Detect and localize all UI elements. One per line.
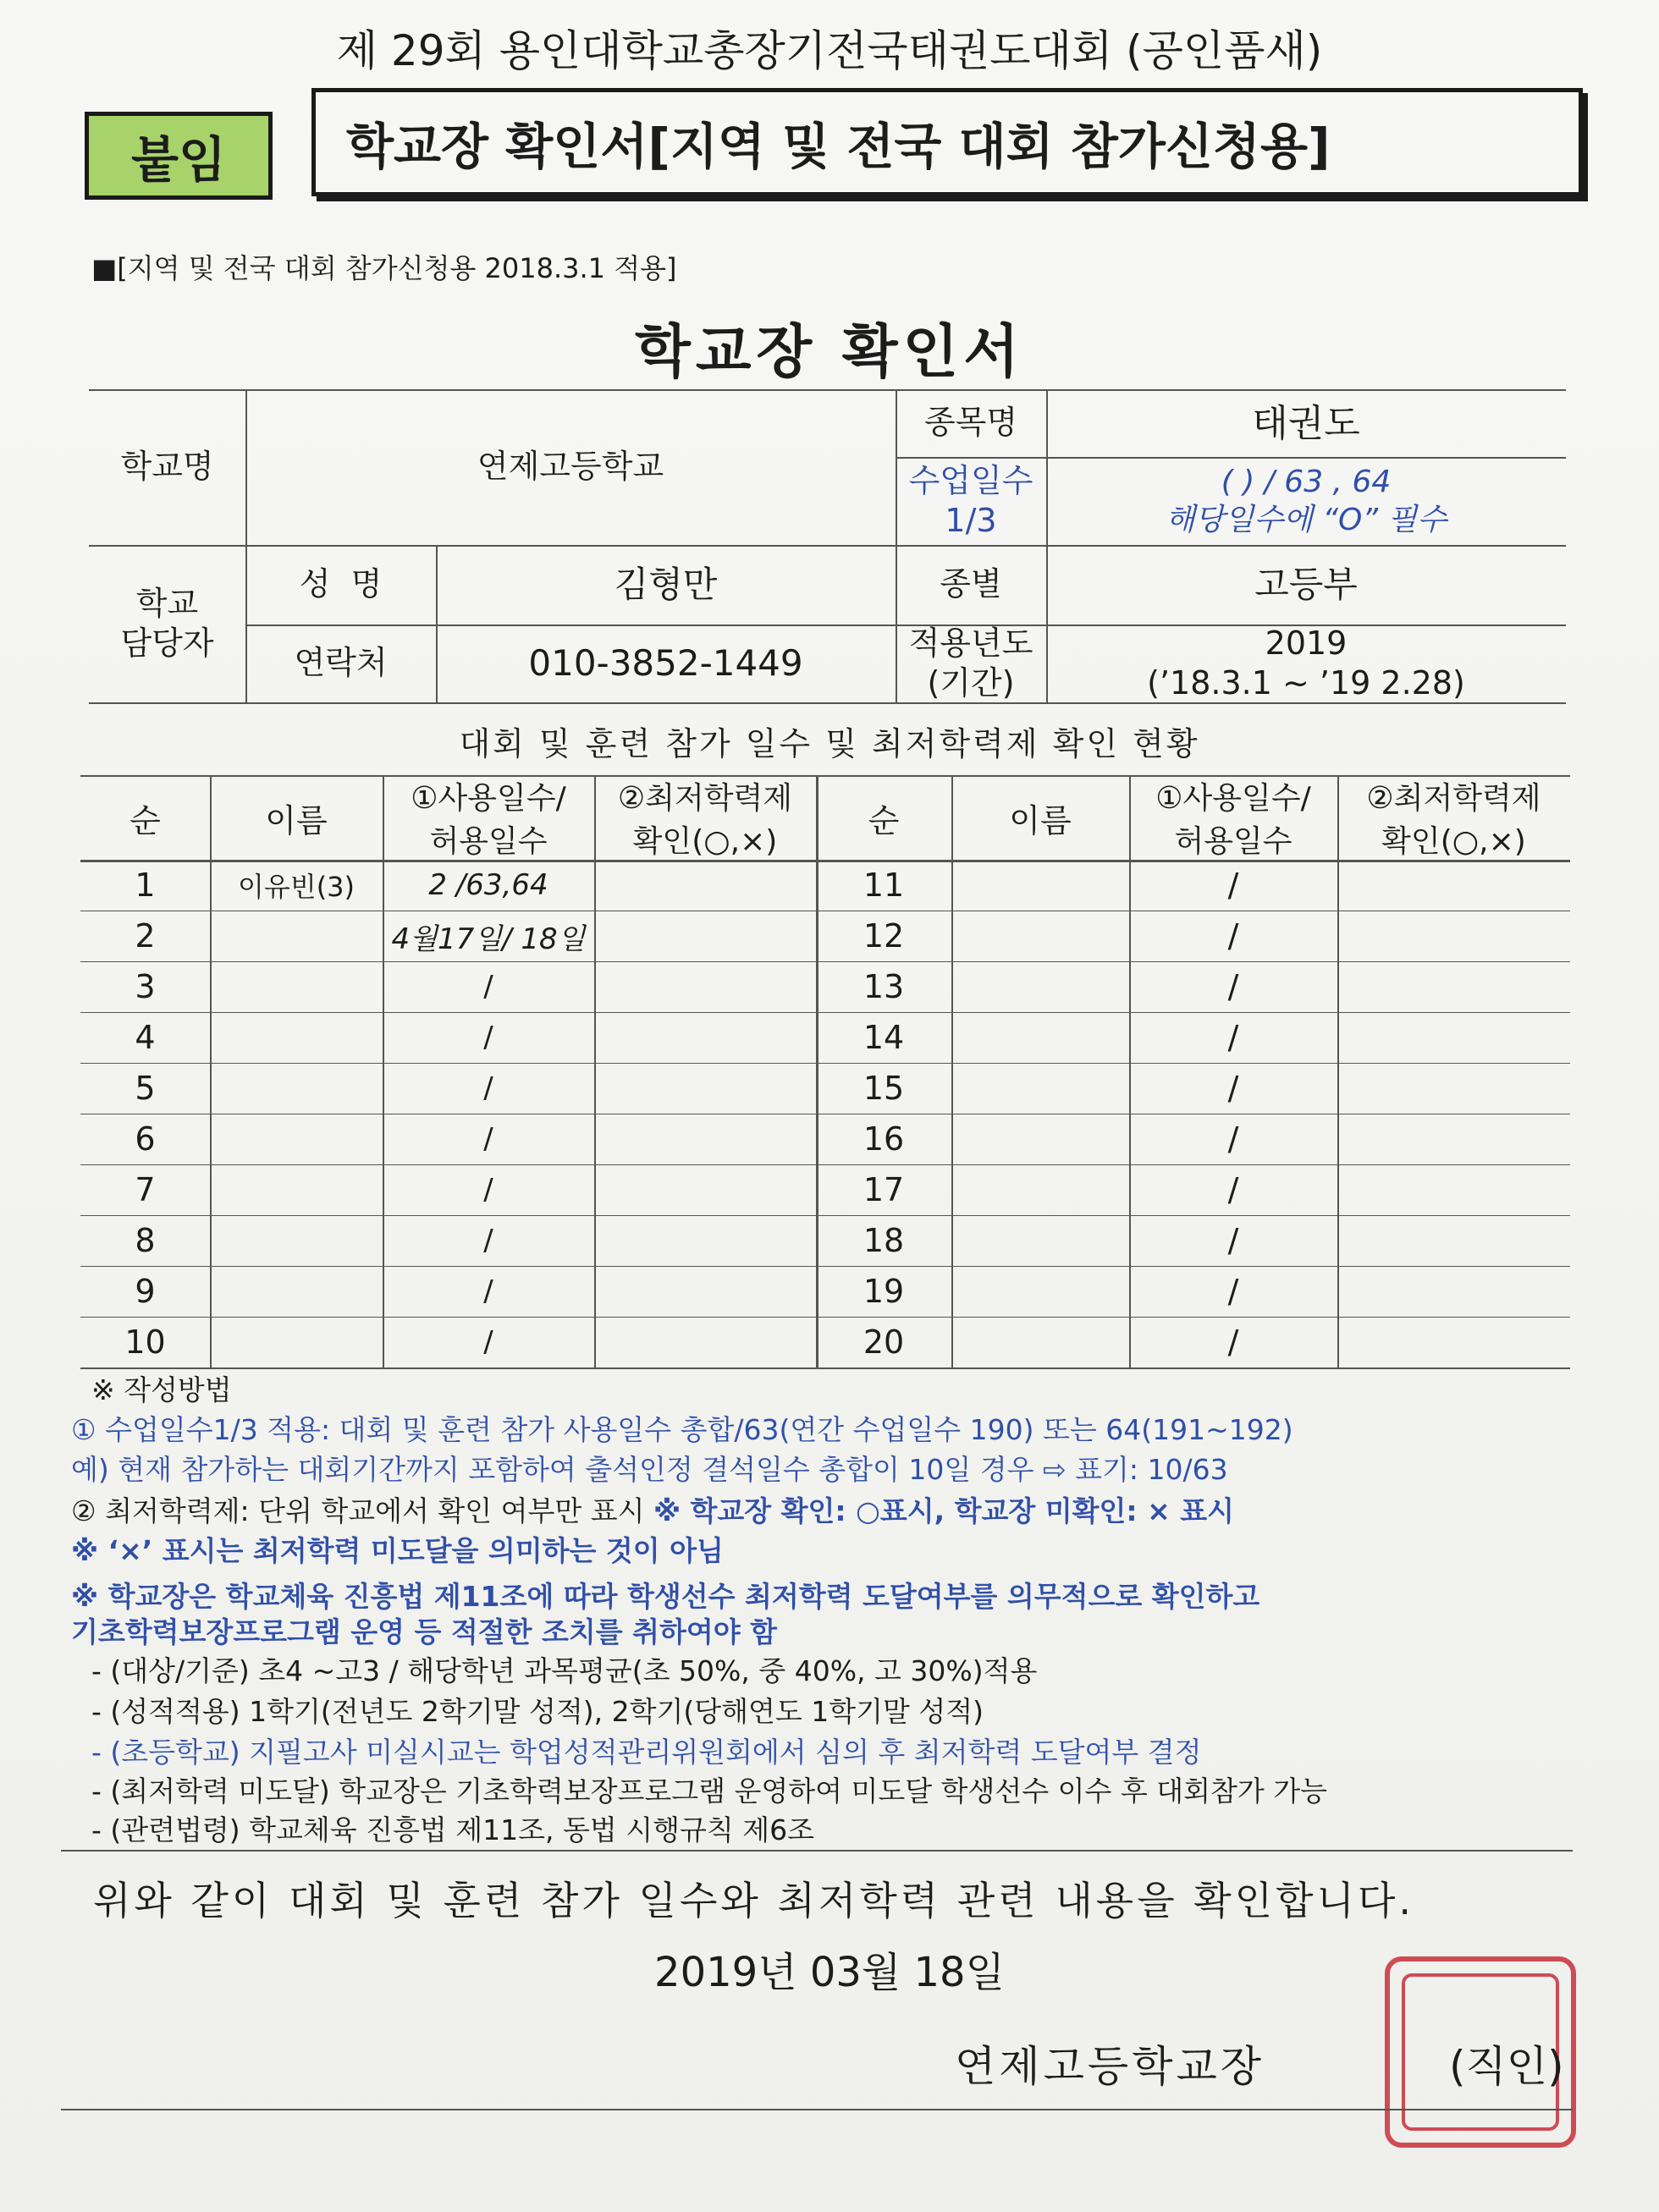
confirmation-statement: 위와 같이 대회 및 훈련 참가 일수와 최저학력 관련 내용을 확인합니다. [93,1878,1415,1923]
signer-title: 연제고등학교장 [955,2042,1265,2091]
row-check [1337,1164,1570,1215]
row-check [594,1317,816,1367]
row-check [1337,911,1570,961]
division-label: 종별 [940,565,1002,603]
row-no: 2 [135,917,156,955]
year-value [1046,625,1566,702]
rule-elementary: - (초등학교) 지필고사 미실시교는 학업성적관리위원회에서 심의 후 최저학력 도달여부 결정 [91,1736,1202,1769]
table-caption: 대회 및 훈련 참가 일수 및 최저학력제 확인 현황 [459,725,1200,762]
class-days-note: 해당일수에 “O” 필수 [1166,503,1447,537]
header-check-left [594,775,816,860]
header-name-right: 이름 [1009,801,1072,839]
header-days-right [1129,775,1337,860]
row-name [210,1063,383,1114]
row-days: / [1227,1273,1239,1310]
header-check-right-line2: 확인(○,×) [1381,824,1526,859]
instructions-heading: ※ 작성방법 [91,1373,232,1406]
row-check [594,1063,816,1114]
row-no: 9 [135,1273,156,1310]
seal-label: (직인) [1449,2042,1564,2091]
class-days-label-line2: 1/3 [945,502,997,539]
contact-value: 010-3852-1449 [528,641,803,684]
row-check [594,911,816,961]
instruction-2-duty-cont: 기초학력보장프로그램 운영 등 적절한 조치를 취하여야 함 [71,1615,778,1648]
row-no: 4 [135,1019,156,1056]
row-days: / [1227,917,1239,955]
row-name [210,1012,383,1063]
contact-label: 연락처 [294,644,388,682]
header-check-line1: ②최저학력제 [617,781,793,816]
row-no: 12 [863,917,905,955]
rule-target: - (대상/기준) 초4 ~고3 / 해당학년 과목평균(초 50%, 중 40%, 고 30%)적용 [91,1654,1038,1687]
rule-not-reached: - (최저학력 미도달) 학교장은 기초학력보장프로그램 운영하여 미도달 학생선수 이수 후 대회참가 가능 [91,1775,1328,1808]
year-period: (’18.3.1 ~ ’19 2.28) [1147,664,1465,702]
manager-label [89,545,245,702]
row-name [951,1164,1129,1215]
header-check-line2: 확인(○,×) [632,824,778,859]
row-no: 6 [135,1120,156,1158]
row-days: / [483,1224,493,1257]
row-no: 20 [863,1323,905,1361]
row-name [951,1012,1129,1063]
row-check [594,860,816,911]
row-check [1337,1215,1570,1266]
school-name-value: 연제고등학교 [477,448,664,486]
row-days: / [483,1325,493,1359]
row-check [594,1215,816,1266]
school-name-label: 학교명 [120,448,214,486]
row-check [1337,1266,1570,1317]
row-check [1337,1063,1570,1114]
row-days: / [1227,1070,1239,1107]
row-no: 18 [863,1222,905,1259]
row-check [594,961,816,1012]
applicability-note: ■[지역 및 전국 대회 참가신청용 2018.3.1 적용] [91,252,677,284]
division-value: 고등부 [1254,563,1358,605]
row-days: 2 /63,64 [428,868,548,902]
instruction-2-marks: ※ 학교장 확인: ○표시, 학교장 미확인: × 표시 [653,1494,1234,1527]
row-name [210,911,383,961]
header-no-left: 순 [130,801,161,839]
row-days: / [483,1274,493,1308]
class-days-value [1046,457,1566,545]
manager-label-line2: 담당자 [120,625,214,662]
class-days-value-text: ( ) / 63 , 64 [1221,465,1392,499]
instruction-1: ① 수업일수1/3 적용: 대회 및 훈련 참가 사용일수 총합/63(연간 수업일수 190) 또는 64(191~192) [71,1413,1293,1446]
row-check [1337,1114,1570,1164]
row-no: 13 [863,968,905,1005]
year-label-line1: 적용년도 [908,624,1033,662]
rule-laws: - (관련법령) 학교체육 진흥법 제11조, 동법 시행규칙 제6조 [91,1813,814,1846]
class-days-label [896,457,1046,545]
row-name [951,911,1129,961]
box-title-text: 학교장 확인서[지역 및 전국 대회 참가신청용] [346,118,1331,175]
document-title: 학교장 확인서 [635,319,1024,386]
row-name [951,1215,1129,1266]
row-no: 19 [863,1273,905,1310]
instruction-2 [71,1490,1234,1532]
document-date: 2019년 03월 18일 [654,1949,1005,1996]
instruction-2-text: ② 최저학력제: 단위 학교에서 확인 여부만 표시 [71,1494,653,1527]
row-days: / [1227,1323,1239,1361]
row-no: 3 [135,968,156,1005]
row-days: / [1227,1019,1239,1056]
row-days: / [1227,867,1239,904]
instruction-2-note: ※ ‘×’ 표시는 최저학력 미도달을 의미하는 것이 아님 [71,1534,724,1567]
row-days: / [483,1122,493,1156]
row-name [951,1266,1129,1317]
rule-grades: - (성적적용) 1학기(전년도 2학기말 성적), 2학기(당해연도 1학기말 성적) [91,1695,984,1728]
row-name [951,860,1129,911]
row-no: 14 [863,1019,905,1056]
row-check [1337,860,1570,911]
event-title: 제 29회 용인대학교총장기전국태권도대회 (공인품새) [336,26,1323,75]
row-check [594,1164,816,1215]
header-name-left: 이름 [265,801,328,839]
row-no: 17 [863,1171,905,1208]
sport-value: 태권도 [1252,401,1360,445]
person-name-value: 김형만 [614,563,718,605]
row-check [594,1266,816,1317]
row-days: / [1227,1171,1239,1208]
instruction-1-example: 예) 현재 참가하는 대회기간까지 포함하여 출석인정 결석일수 총합이 10일 경우 ⇨ 표기: 10/63 [71,1453,1228,1486]
person-name-label: 성 명 [299,565,383,603]
row-days: / [1227,1222,1239,1259]
row-name [210,961,383,1012]
row-check [594,1114,816,1164]
header-check-right-line1: ②최저학력제 [1366,781,1541,816]
row-no: 7 [135,1171,156,1208]
header-days-line2: 허용일수 [429,824,548,859]
row-name [210,1266,383,1317]
year-value-text: 2019 [1265,624,1348,662]
sport-label: 종목명 [923,404,1018,442]
box-title [311,88,1583,196]
row-divider [80,1367,1570,1368]
attach-label: 붙임 [85,112,273,200]
row-name [951,961,1129,1012]
row-check [1337,1317,1570,1367]
notes-divider [61,1850,1573,1852]
header-days-line1: ①사용일수/ [411,781,566,816]
row-days: / [483,1071,493,1105]
row-name [951,1063,1129,1114]
row-name [210,1215,383,1266]
row-days: / [1227,1120,1239,1158]
footer-divider [61,2109,1573,2110]
header-days-right-line1: ①사용일수/ [1155,781,1311,816]
row-name [210,1317,383,1367]
row-name [210,1114,383,1164]
row-check [594,1012,816,1063]
row-days: 4월17일/ 18일 [391,922,586,956]
row-days: / [1227,968,1239,1005]
row-no: 16 [863,1120,905,1158]
row-days: / [483,1021,493,1054]
header-days-left [383,775,594,860]
instruction-2-duty: ※ 학교장은 학교체육 진흥법 제11조에 따라 학생선수 최저학력 도달여부를 의무적으로 확인하고 [71,1580,1260,1613]
header-no-right: 순 [868,801,900,839]
row-name [210,1164,383,1215]
row-no: 5 [135,1070,156,1107]
row-name: 이유빈(3) [237,871,356,903]
row-check [1337,1012,1570,1063]
row-name [951,1317,1129,1367]
row-no: 1 [135,867,156,904]
header-check-right [1337,775,1570,860]
row-no: 10 [124,1323,166,1361]
class-days-label-line1: 수업일수 [908,461,1033,499]
row-days: / [483,1173,493,1207]
row-no: 15 [863,1070,905,1107]
row-check [1337,961,1570,1012]
header-days-right-line2: 허용일수 [1174,824,1292,859]
row-name [951,1114,1129,1164]
row-no: 11 [863,867,905,904]
row-days: / [483,970,493,1004]
year-label [896,625,1046,702]
manager-label-line1: 학교 [135,584,199,622]
row-no: 8 [135,1222,156,1259]
year-label-line2: (기간) [927,664,1015,702]
